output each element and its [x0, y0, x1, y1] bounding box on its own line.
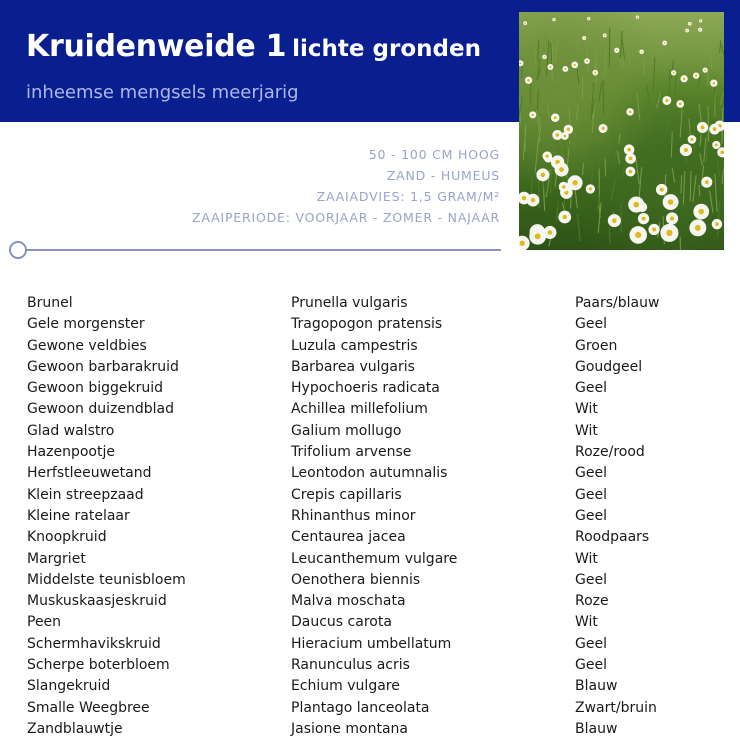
plant-dutch-name: Scherpe boterbloem: [27, 657, 170, 674]
plant-latin-name: Achillea millefolium: [291, 401, 428, 418]
plant-flower-color: Wit: [575, 422, 598, 439]
plant-latin-name: Daucus carota: [291, 614, 392, 631]
plant-flower-color: Geel: [575, 571, 607, 588]
plant-dutch-name: Herfstleeuwetand: [27, 465, 152, 482]
table-row: [0, 399, 740, 420]
plant-flower-color: Blauw: [575, 720, 618, 737]
plant-flower-color: Geel: [575, 316, 607, 333]
plant-latin-name: Tragopogon pratensis: [291, 316, 443, 333]
plant-flower-color: Goudgeel: [575, 358, 643, 375]
table-row: [0, 698, 740, 719]
plant-latin-name: Rhinanthus minor: [291, 507, 416, 524]
table-row: [0, 378, 740, 399]
spec-soil: ZAND - HUMEUS: [386, 168, 500, 183]
plant-dutch-name: Schermhavikskruid: [27, 635, 161, 652]
plant-dutch-name: Gewone veldbies: [27, 337, 147, 354]
specs-list: [192, 144, 500, 228]
plant-latin-name: Luzula campestris: [291, 337, 418, 354]
plant-dutch-name: Slangekruid: [27, 678, 111, 695]
plant-dutch-name: Margriet: [27, 550, 86, 567]
plant-flower-color: Wit: [575, 401, 598, 418]
plant-dutch-name: Muskuskaasjeskruid: [27, 593, 167, 610]
plant-flower-color: Roze: [575, 593, 609, 610]
plant-latin-name: Centaurea jacea: [291, 529, 406, 546]
plant-flower-color: Wit: [575, 614, 598, 631]
plant-latin-name: Plantago lanceolata: [291, 699, 430, 716]
table-row: [0, 549, 740, 570]
meadow-flowers-illustration: [519, 12, 724, 250]
plant-latin-name: Barbarea vulgaris: [291, 358, 415, 375]
spec-height: 50 - 100 CM HOOG: [368, 147, 500, 162]
table-row: [0, 485, 740, 506]
table-row: [0, 336, 740, 357]
plant-dutch-name: Smalle Weegbree: [27, 699, 150, 716]
plant-dutch-name: Gele morgenster: [27, 316, 145, 333]
plant-flower-color: Wit: [575, 550, 598, 567]
table-row: [0, 527, 740, 548]
meadow-flowers-photo: [519, 12, 724, 250]
table-row: [0, 421, 740, 442]
page-title-sub: lichte gronden: [292, 36, 481, 62]
table-row: [0, 293, 740, 314]
table-row: [0, 591, 740, 612]
plant-latin-name: Crepis capillaris: [291, 486, 402, 503]
table-row: [0, 719, 740, 740]
plant-latin-name: Jasione montana: [291, 720, 408, 737]
plant-flower-color: Roodpaars: [575, 529, 650, 546]
spec-sowing-advice: ZAAIADVIES: 1,5 GRAM/M²: [316, 189, 500, 204]
plant-flower-color: Groen: [575, 337, 618, 354]
plant-dutch-name: Zandblauwtje: [27, 720, 123, 737]
plant-flower-color: Zwart/bruin: [575, 699, 657, 716]
spec-sowing-period: ZAAIPERIODE: VOORJAAR - ZOMER - NAJAAR: [192, 210, 500, 225]
table-row: [0, 463, 740, 484]
plant-flower-color: Paars/blauw: [575, 295, 660, 311]
plant-latin-name: Galium mollugo: [291, 422, 402, 439]
plant-flower-color: Geel: [575, 635, 607, 652]
plant-flower-color: Geel: [575, 465, 607, 482]
plant-latin-name: Leontodon autumnalis: [291, 465, 448, 482]
plant-latin-name: Hieracium umbellatum: [291, 635, 452, 652]
page-title-main: Kruidenweide 1: [26, 29, 287, 64]
plant-latin-name: Oenothera biennis: [291, 571, 421, 588]
page-title: [26, 26, 481, 64]
plant-dutch-name: Klein streepzaad: [27, 486, 144, 503]
plant-latin-name: Leucanthemum vulgare: [291, 550, 458, 567]
plant-latin-name: Trifolium arvense: [291, 444, 412, 461]
table-row: [0, 612, 740, 633]
plant-latin-name: Ranunculus acris: [291, 657, 410, 674]
plant-dutch-name: Glad walstro: [27, 422, 115, 439]
divider-circle-icon: [9, 241, 27, 259]
plant-dutch-name: Knoopkruid: [27, 529, 107, 546]
plant-dutch-name: Gewoon duizendblad: [27, 401, 174, 418]
plant-flower-color: Geel: [575, 507, 607, 524]
table-row: [0, 506, 740, 527]
plant-dutch-name: Brunel: [27, 295, 73, 311]
plant-latin-name: Hypochoeris radicata: [291, 380, 440, 397]
table-row: [0, 676, 740, 697]
table-row: [0, 442, 740, 463]
plant-dutch-name: Middelste teunisbloem: [27, 571, 186, 588]
table-row: [0, 634, 740, 655]
table-row: [0, 570, 740, 591]
plant-flower-color: Roze/rood: [575, 444, 645, 461]
plant-latin-name: Echium vulgare: [291, 678, 400, 695]
plant-dutch-name: Peen: [27, 614, 62, 631]
plant-latin-name: Malva moschata: [291, 593, 406, 610]
plant-flower-color: Blauw: [575, 678, 618, 695]
divider-line: [26, 249, 501, 251]
plant-flower-color: Geel: [575, 380, 607, 397]
plant-table: [0, 293, 740, 740]
plant-table-body: [0, 293, 740, 740]
table-row: [0, 655, 740, 676]
plant-dutch-name: Gewoon biggekruid: [27, 380, 164, 397]
table-row: [0, 357, 740, 378]
plant-latin-name: Prunella vulgaris: [291, 295, 408, 311]
plant-dutch-name: Hazenpootje: [27, 444, 115, 461]
plant-dutch-name: Gewoon barbarakruid: [27, 358, 179, 375]
plant-flower-color: Geel: [575, 657, 607, 674]
table-row: [0, 314, 740, 335]
plant-dutch-name: Kleine ratelaar: [27, 507, 130, 524]
plant-flower-color: Geel: [575, 486, 607, 503]
page-subtitle: inheemse mengsels meerjarig: [26, 82, 299, 103]
